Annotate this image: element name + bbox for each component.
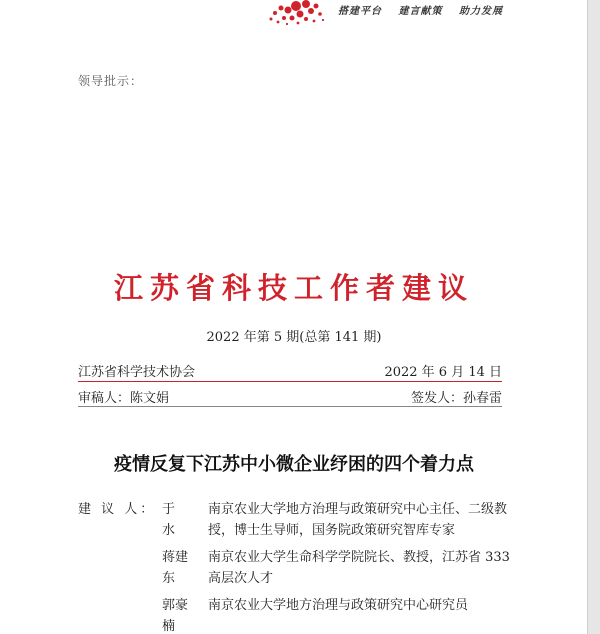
review-row xyxy=(78,387,502,406)
slogan-item: 助力发展 xyxy=(458,6,503,17)
red-divider xyxy=(78,381,502,382)
gray-divider xyxy=(78,406,502,407)
proposer-row xyxy=(78,547,518,589)
organization-name: 江苏省科学技术协会 xyxy=(78,365,196,380)
proposer-name: 于 水 xyxy=(162,502,189,538)
proposer-row xyxy=(78,499,518,541)
header-slogan xyxy=(338,2,515,17)
proposer-row xyxy=(78,595,518,634)
issue-date: 2022 年 6 月 14 日 xyxy=(384,365,502,380)
proposers-block xyxy=(78,499,518,634)
slogan-item: 搭建平台 xyxy=(338,6,382,17)
slogan-item: 建言献策 xyxy=(398,6,443,17)
document-title: 江苏省科技工作者建议 xyxy=(113,271,474,305)
proposer-name: 蒋建东 xyxy=(162,550,189,586)
issue-number: 2022 年第 5 期(总第 141 期) xyxy=(206,330,382,345)
article-title: 疫情反复下江苏中小微企业纾困的四个着力点 xyxy=(114,454,474,475)
proposer-description: 南京农业大学生命科学学院院长、教授，江苏省 333 高层次人才 xyxy=(208,550,510,586)
proposer-description: 南京农业大学地方治理与政策研究中心研究员 xyxy=(208,598,469,613)
signer: 签发人：孙春雷 xyxy=(410,391,502,406)
page-edge xyxy=(587,0,600,634)
proposer-description: 南京农业大学地方治理与政策研究中心主任、二级教授，博士生导师，国务院政策研究智库专家 xyxy=(208,502,508,538)
dot-logo-icon xyxy=(266,0,326,26)
leader-instruction-label: 领导批示： xyxy=(78,74,144,88)
proposer-name: 郭豪楠 xyxy=(162,598,189,634)
org-row xyxy=(78,361,502,380)
proposers-label: 建 议 人： xyxy=(78,502,157,517)
reviewer: 审稿人：陈文娟 xyxy=(78,391,170,406)
